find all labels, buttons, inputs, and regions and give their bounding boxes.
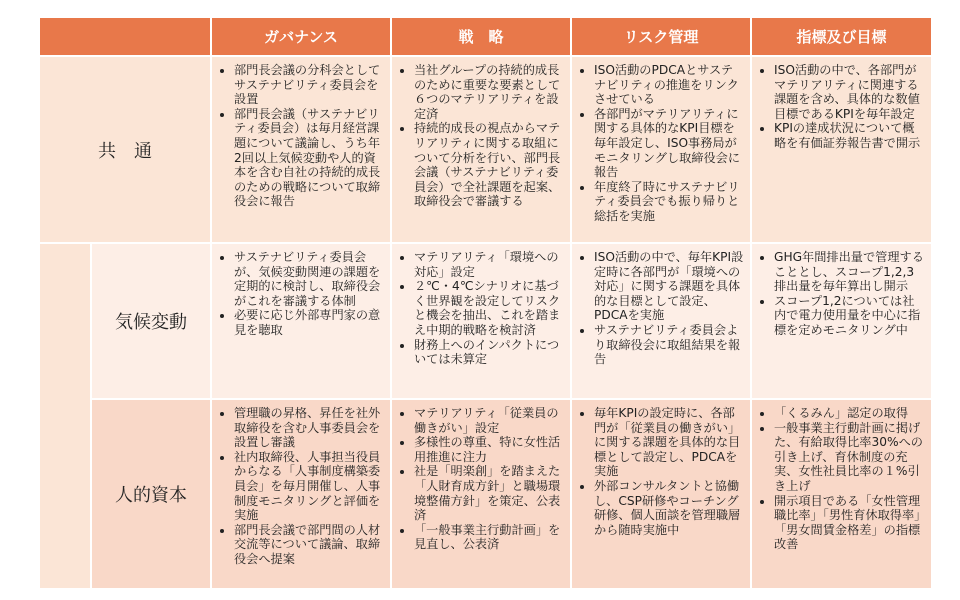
bullet-list (400, 406, 564, 552)
row-label-human-capital: 人的資本 (92, 400, 210, 588)
bullet-list (580, 406, 744, 537)
cell-climate-strategy (392, 244, 570, 398)
bullet-item: • 「一般事業主行動計画」を見直し、公表済 (414, 523, 564, 552)
row-group-spine (40, 244, 90, 588)
bullet-item: • サステナビリティ委員会が、気候変動関連の課題を定期的に検討し、取締役会がこれを審議する体制 (234, 250, 384, 308)
bullet-item: • ISO活動の中で、各部門がマテリアリティに関連する課題を含め、具体的な数値目標であるKPIを毎年設定 (774, 63, 925, 121)
bullet-item: • 年度終了時にサステナビリティ委員会でも振り帰りと総括を実施 (594, 180, 744, 224)
disclosure-table (40, 18, 924, 582)
bullet-item: • GHG年間排出量で管理することとし、スコープ1,2,3排出量を毎年算出し開示 (774, 250, 925, 294)
bullet-list (400, 250, 564, 367)
bullet-item: • 一般事業主行動計画に掲げた、有給取得比率30%への引き上げ、育休制度の充実、女性社員比率の１%引き上げ (774, 421, 925, 494)
bullet-item: • 開示項目である「女性管理職比率」「男性育休取得率」「男女間賃金格差」の指標改善 (774, 494, 925, 552)
cell-climate-risk (572, 244, 750, 398)
bullet-item: • マテリアリティ「環境への対応」設定 (414, 250, 564, 279)
cell-human-strategy (392, 400, 570, 588)
bullet-item: • 必要に応じ外部専門家の意見を聴取 (234, 308, 384, 337)
bullet-item: • スコープ1,2については社内で電力使用量を中心に指標を定めモニタリング中 (774, 294, 925, 338)
cell-common-strategy (392, 57, 570, 242)
header-governance: ガバナンス (212, 18, 390, 55)
header-strategy: 戦 略 (392, 18, 570, 55)
bullet-list (760, 406, 925, 552)
row-label-common: 共 通 (40, 57, 210, 242)
bullet-item: • ISO活動のPDCAとサステナビリティの推進をリンクさせている (594, 63, 744, 107)
bullet-item: • 部門長会議で部門間の人材交流等について議論、取締役会へ提案 (234, 523, 384, 567)
bullet-list (760, 250, 925, 338)
bullet-item: • 社是「明楽創」を踏まえた「人財育成方針」と職場環境整備方針」を策定、公表済 (414, 464, 564, 522)
bullet-item: • 社内取締役、人事担当役員からなる「人事制度構築委員会」を毎月開催し、人事制度モニタリングと評価を実施 (234, 450, 384, 523)
bullet-item: • マテリアリティ「従業員の働きがい」設定 (414, 406, 564, 435)
bullet-item: • 管理職の昇格、昇任を社外取締役を含む人事委員会を設置し審議 (234, 406, 384, 450)
bullet-item: • 毎年KPIの設定時に、各部門が「従業員の働きがい」に関する課題を具体的な目標として設定し、PDCAを実施 (594, 406, 744, 479)
bullet-list (400, 63, 564, 209)
bullet-list (220, 250, 384, 338)
cell-common-metrics (752, 57, 931, 242)
cell-common-governance (212, 57, 390, 242)
bullet-item: • 部門長会議（サステナビリティ委員会）は毎月経営課題について議論し、うち年2回以上気候変動や人的資本を含む自社の持続的成長のための戦略について取締役会に報告 (234, 107, 384, 209)
cell-climate-governance (212, 244, 390, 398)
cell-human-risk (572, 400, 750, 588)
cell-human-governance (212, 400, 390, 588)
bullet-item: • 各部門がマテリアリティに関する具体的なKPI目標を毎年設定し、ISO事務局がモニタリングし取締役会に報告 (594, 107, 744, 180)
bullet-list (760, 63, 925, 151)
row-label-climate: 気候変動 (92, 244, 210, 398)
header-metrics-targets: 指標及び目標 (752, 18, 931, 55)
bullet-item: • KPIの達成状況について概略を有価証券報告書で開示 (774, 121, 925, 150)
bullet-list (220, 63, 384, 209)
bullet-item: • ２℃・4℃シナリオに基づく世界観を設定してリスクと機会を抽出、これを踏まえ中期的戦略を検討済 (414, 279, 564, 337)
bullet-list (580, 63, 744, 224)
header-risk-management: リスク管理 (572, 18, 750, 55)
bullet-item: • 外部コンサルタントと協働し、CSP研修やコーチング研修、個人面談を管理職層から随時実施中 (594, 479, 744, 537)
header-corner (40, 18, 210, 55)
bullet-item: • サステナビリティ委員会より取締役会に取組結果を報告 (594, 323, 744, 367)
bullet-item: • 財務上へのインパクトについては未算定 (414, 338, 564, 367)
bullet-item: • 多様性の尊重、特に女性活用推進に注力 (414, 435, 564, 464)
bullet-item: • 当社グループの持続的成長のために重要な要素として６つのマテリアリティを設定済 (414, 63, 564, 121)
bullet-item: • 持続的成長の視点からマテリアリティに関する取組について分析を行い、部門長会議（サステナビリティ委員会）で全社課題を起案、取締役会で審議する (414, 121, 564, 209)
bullet-item: • 部門長会議の分科会としてサステナビリティ委員会を設置 (234, 63, 384, 107)
cell-climate-metrics (752, 244, 931, 398)
bullet-item: • 「くるみん」認定の取得 (774, 406, 925, 421)
bullet-item: • ISO活動の中で、毎年KPI設定時に各部門が「環境への対応」に関する課題を具体的な目標として設定、PDCAを実施 (594, 250, 744, 323)
bullet-list (580, 250, 744, 367)
cell-human-metrics (752, 400, 931, 588)
bullet-list (220, 406, 384, 567)
cell-common-risk (572, 57, 750, 242)
